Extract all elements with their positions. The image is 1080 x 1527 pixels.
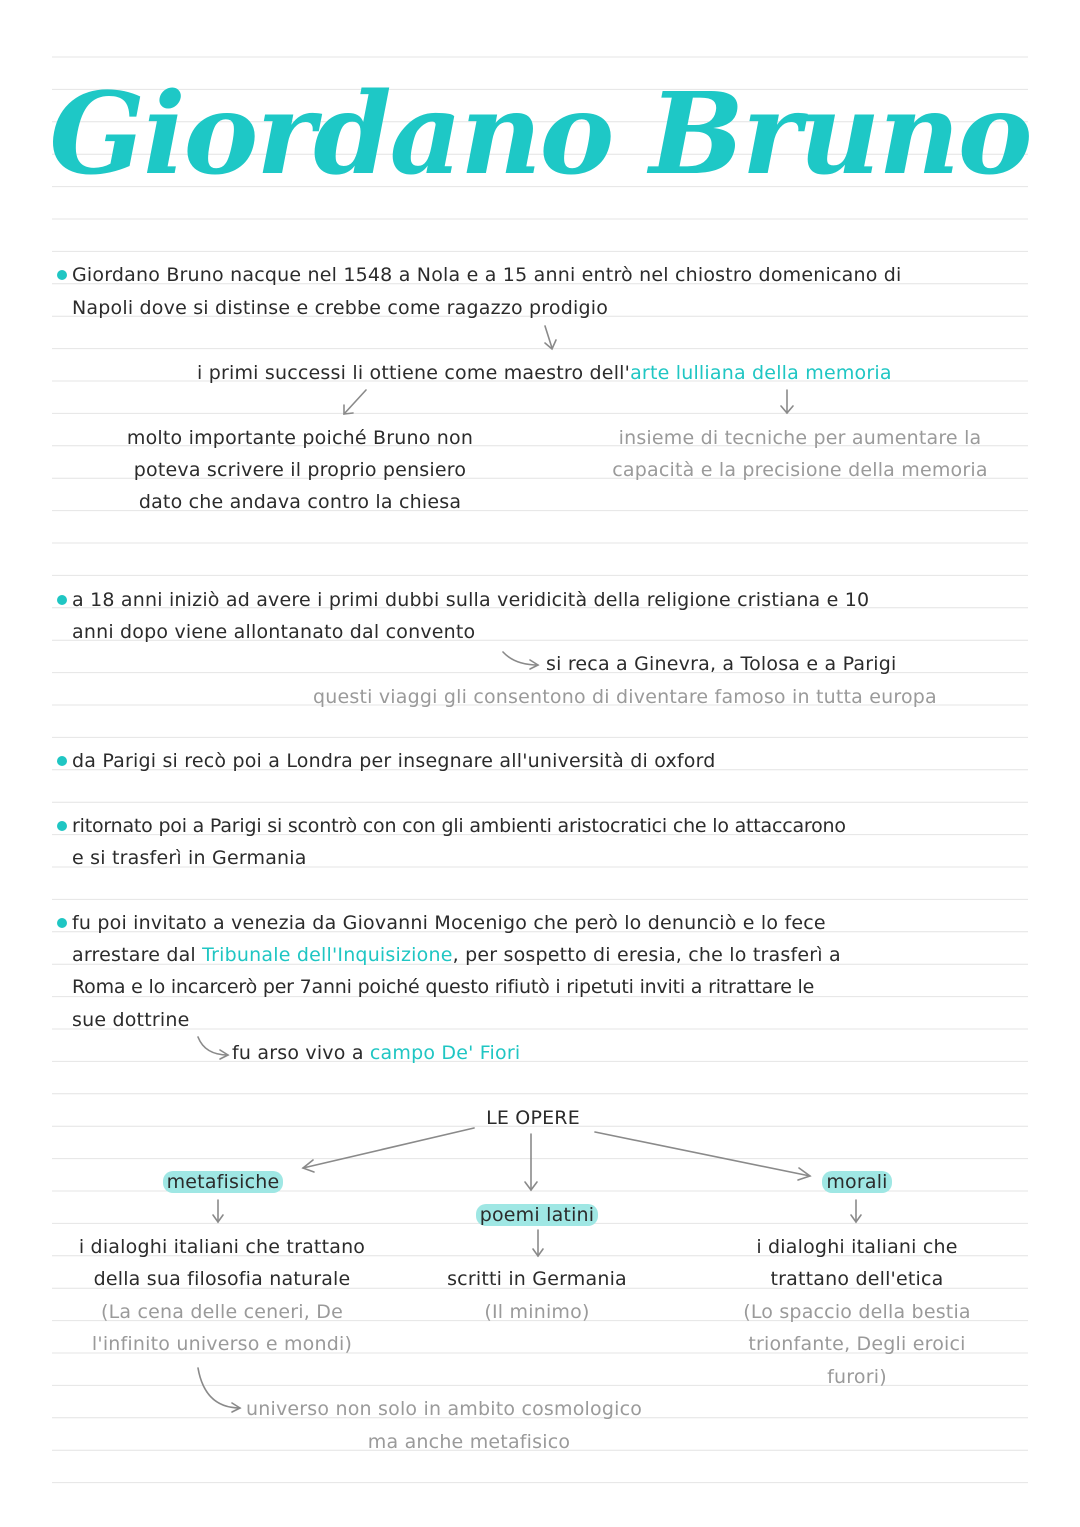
metaphysical-label: metafisiche [163, 1171, 284, 1193]
metaphysical-ex-2: l'infinito universo e mondi) [91, 1333, 353, 1355]
universe-note-2: ma anche metafisico [367, 1431, 571, 1453]
p2-line1: a 18 anni iniziò ad avere i primi dubbi sulla veridicità della religione cristiana e 10 [72, 589, 870, 611]
p1-line1: Giordano Bruno nacque nel 1548 a Nola e a 15 anni entrò nel chiostro domenicano di [72, 264, 902, 286]
metaphysical-label-wrap [118, 1171, 328, 1193]
left-note-2: poteva scrivere il proprio pensiero [133, 459, 467, 481]
bullet-3 [57, 756, 67, 766]
bullet-1 [57, 270, 67, 280]
bullet-4 [57, 821, 67, 831]
p4-line1: ritornato poi a Parigi si scontrò con con gli ambienti aristocratici che lo attaccarono [72, 815, 846, 837]
p2-travel: si reca a Ginevra, a Tolosa e a Parigi [546, 653, 897, 675]
moral-label: morali [822, 1171, 891, 1193]
success-line [197, 362, 892, 384]
left-note-1: molto importante poiché Bruno non [126, 427, 474, 449]
p4-line2: e si trasferì in Germania [72, 847, 307, 869]
success-term: arte lulliana della memoria [630, 362, 892, 384]
p5-line4: sue dottrine [72, 1009, 190, 1031]
moral-ex-1: (Lo spaccio della bestia [743, 1301, 971, 1323]
page-title: Giordano Bruno [49, 69, 1031, 200]
success-pre: i primi successi li ottiene come maestro dell' [197, 362, 631, 384]
metaphysical-ex-1: (La cena delle ceneri, De [101, 1301, 343, 1323]
p5-line1: fu poi invitato a venezia da Giovanni Mocenigo che però lo denunciò e lo fece [72, 912, 826, 934]
p5-line2 [72, 944, 841, 966]
works-heading: LE OPERE [486, 1107, 580, 1129]
latin-label-wrap [437, 1204, 637, 1226]
latin-ex-1: (Il minimo) [484, 1301, 590, 1323]
metaphysical-desc-2: della sua filosofia naturale [93, 1268, 351, 1290]
bullet-5 [57, 918, 67, 928]
universe-note-1: universo non solo in ambito cosmologico [246, 1398, 643, 1420]
latin-label: poemi latini [476, 1204, 599, 1226]
p5-line2-post: , per sospetto di eresia, che lo trasferì a [452, 944, 841, 966]
p5-death [232, 1042, 520, 1064]
right-note-1: insieme di tecniche per aumentare la [618, 427, 982, 449]
moral-ex-3: furori) [827, 1366, 887, 1388]
death-pre: fu arso vivo a [232, 1042, 370, 1064]
p1-line2: Napoli dove si distinse e crebbe come ragazzo prodigio [72, 297, 609, 319]
moral-ex-2: trionfante, Degli eroici [748, 1333, 966, 1355]
death-place: campo De' Fiori [369, 1042, 521, 1064]
inquisition-term: Tribunale dell'Inquisizione [202, 944, 453, 966]
p5-line3: Roma e lo incarcerò per 7anni poiché questo rifiutò i ripetuti inviti a ritrattare le [72, 976, 815, 998]
p2-fame: questi viaggi gli consentono di diventare famoso in tutta europa [313, 686, 937, 708]
right-note-2: capacità e la precisione della memoria [612, 459, 988, 481]
moral-desc-2: trattano dell'etica [770, 1268, 944, 1290]
p2-line2: anni dopo viene allontanato dal convento [72, 621, 476, 643]
metaphysical-desc-1: i dialoghi italiani che trattano [78, 1236, 366, 1258]
left-note-3: dato che andava contro la chiesa [138, 491, 462, 513]
p5-line2-pre: arrestare dal [72, 944, 203, 966]
p3-line1: da Parigi si recò poi a Londra per insegnare all'università di oxford [72, 750, 716, 772]
latin-desc-1: scritti in Germania [447, 1268, 627, 1290]
bullet-2 [57, 595, 67, 605]
moral-label-wrap [757, 1171, 957, 1193]
moral-desc-1: i dialoghi italiani che [756, 1236, 958, 1258]
